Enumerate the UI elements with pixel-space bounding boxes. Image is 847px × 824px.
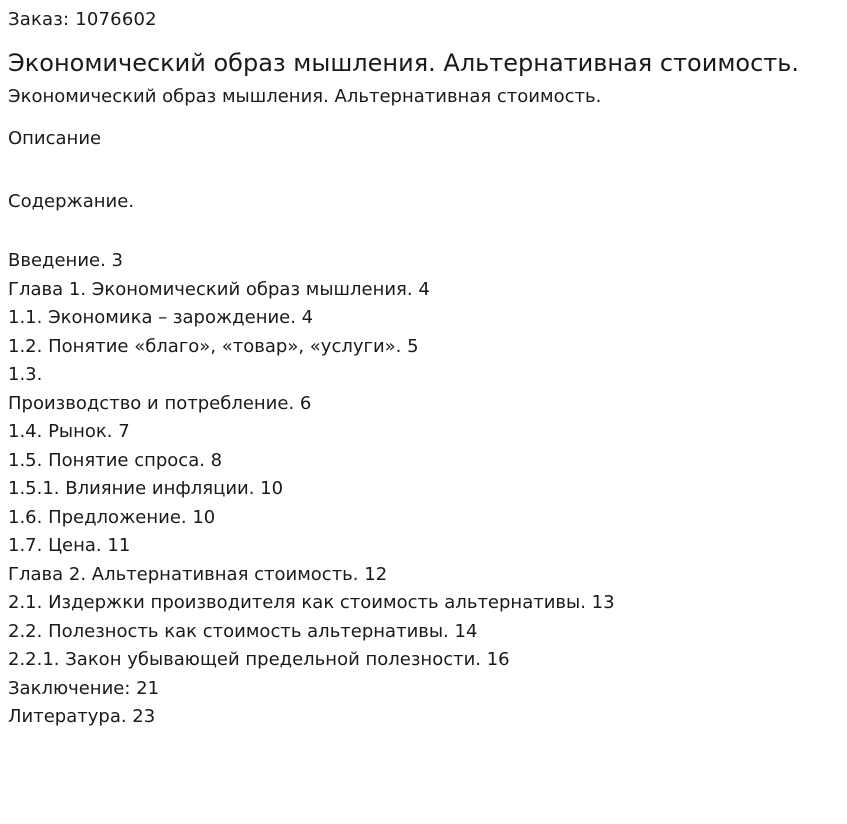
- toc-item: 1.5.1. Влияние инфляции. 10: [8, 478, 284, 499]
- contents-heading: Содержание.: [8, 191, 135, 212]
- description-label: Описание: [8, 128, 102, 149]
- table-of-contents: [8, 247, 839, 732]
- toc-item: 2.2.1. Закон убывающей предельной полезности. 16: [8, 649, 510, 670]
- toc-item: 2.1. Издержки производителя как стоимость альтернативы. 13: [8, 592, 615, 613]
- toc-item: Глава 2. Альтернативная стоимость. 12: [8, 563, 388, 585]
- order-number: Заказ: 1076602: [8, 9, 157, 30]
- toc-item: Глава 1. Экономический образ мышления. 4: [8, 278, 430, 300]
- toc-item: 1.1. Экономика – зарождение. 4: [8, 307, 314, 328]
- toc-item: Производство и потребление. 6: [8, 392, 312, 414]
- toc-item: Введение. 3: [8, 250, 123, 271]
- toc-item: 1.5. Понятие спроса. 8: [8, 449, 223, 471]
- toc-item: Заключение: 21: [8, 677, 160, 699]
- document-title: Экономический образ мышления. Альтернативная стоимость.: [8, 49, 800, 77]
- toc-item: 1.7. Цена. 11: [8, 535, 131, 556]
- toc-item: 1.6. Предложение. 10: [8, 506, 216, 528]
- toc-item: 1.2. Понятие «благо», «товар», «услуги». 5: [8, 335, 419, 357]
- toc-item: 1.4. Рынок. 7: [8, 421, 130, 442]
- toc-item: 2.2. Полезность как стоимость альтернативы. 14: [8, 620, 478, 642]
- toc-item: Литература. 23: [8, 706, 156, 727]
- document-subtitle: Экономический образ мышления. Альтернативная стоимость.: [8, 86, 602, 107]
- toc-item: 1.3.: [8, 364, 43, 385]
